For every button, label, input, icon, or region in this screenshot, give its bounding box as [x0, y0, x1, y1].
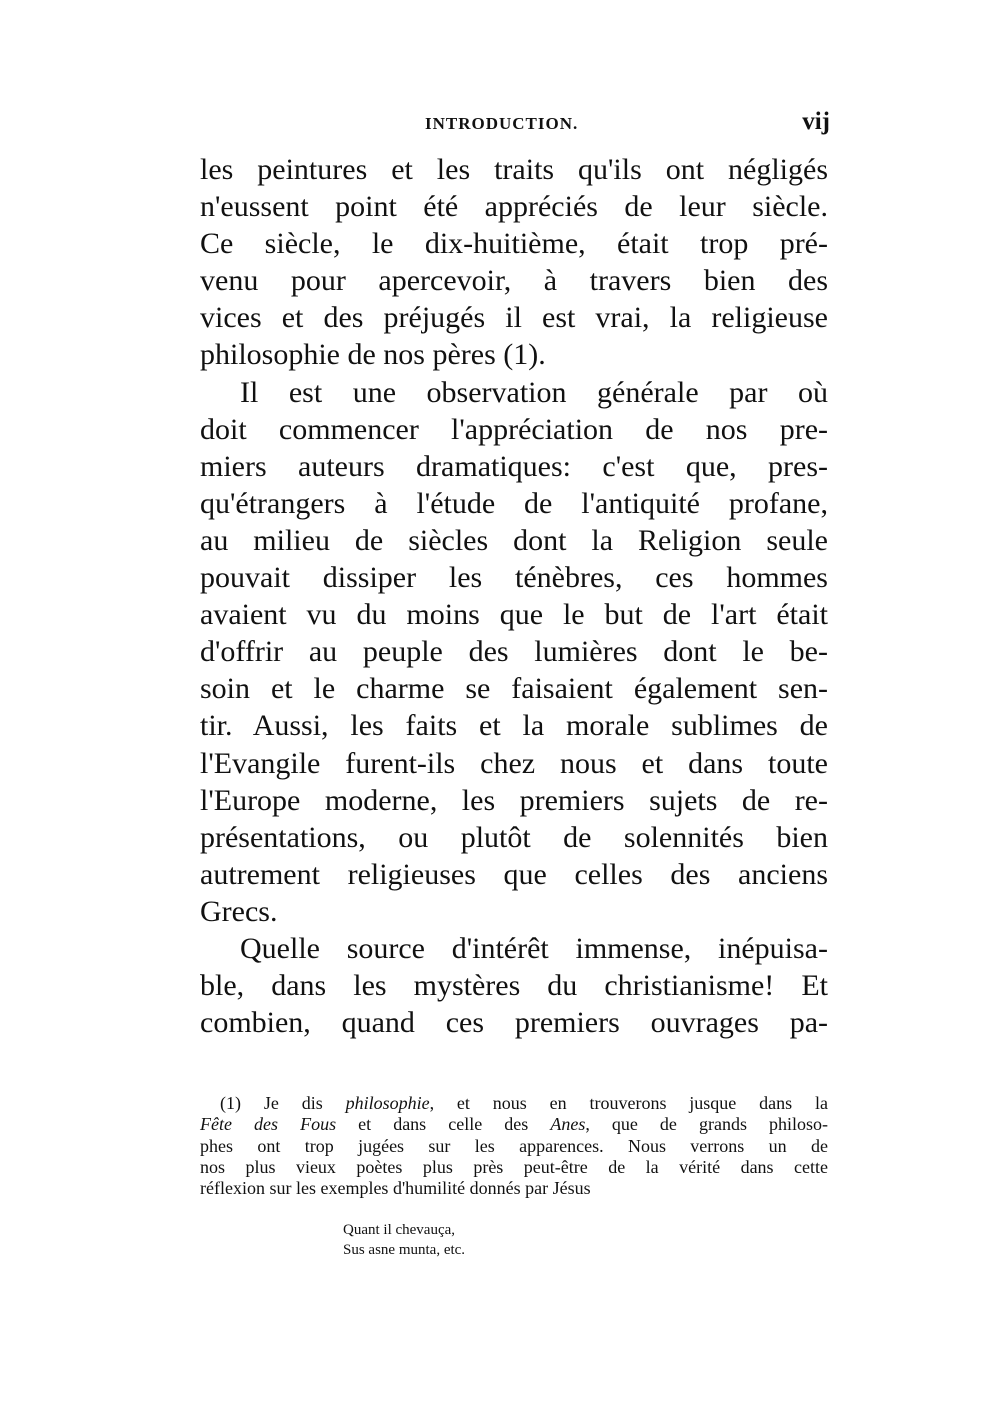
text-line: autrement religieuses que celles des anciens	[200, 857, 828, 891]
footnote-italic: Fête des Fous	[200, 1114, 337, 1135]
text-line: au milieu de siècles dont la Religion seule	[200, 523, 828, 557]
footnote-italic: philosophie	[345, 1093, 430, 1113]
text-line: miers auteurs dramatiques: c'est que, pres-	[200, 449, 828, 483]
verse-line: Sus asne munta, etc.	[343, 1242, 466, 1258]
verse-quote	[343, 1220, 465, 1260]
text-line: l'Europe moderne, les premiers sujets de re-	[200, 783, 828, 817]
running-title: INTRODUCTION.	[425, 114, 579, 133]
text-line: tir. Aussi, les faits et la morale sublimes de	[200, 709, 828, 743]
text-line: Il est une observation générale par où	[240, 375, 828, 409]
text-line: philosophie de nos pères (1).	[200, 338, 546, 372]
text-line: combien, quand ces premiers ouvrages pa-	[200, 1006, 828, 1040]
text-line: avaient vu du moins que le but de l'art était	[200, 598, 828, 632]
text-line: Ce siècle, le dix-huitième, était trop pré-	[200, 227, 828, 261]
text-line: Quelle source d'intérêt immense, inépuisa-	[240, 931, 828, 965]
footnote	[200, 1093, 828, 1199]
verse-line: Quant il chevauça,	[343, 1222, 456, 1238]
text-line: soin et le charme se faisaient également sen-	[200, 672, 828, 706]
footnote-line	[200, 1114, 828, 1135]
footnote-line: phes ont trop jugées sur les apparences. Nous verrons un de	[200, 1135, 828, 1156]
body-text	[200, 151, 828, 1041]
text-line: doit commencer l'appréciation de nos pre-	[200, 412, 828, 446]
text-line: l'Evangile furent-ils chez nous et dans toute	[200, 746, 828, 780]
text-line: n'eussent point été appréciés de leur siècle.	[200, 190, 828, 224]
text-line: pouvait dissiper les ténèbres, ces hommes	[200, 561, 828, 595]
footnote-italic: Anes	[550, 1114, 586, 1135]
text-line: vices et des préjugés il est vrai, la religieuse	[200, 301, 828, 335]
text-line: présentations, ou plutôt de solennités bien	[200, 820, 828, 854]
footnote-text: , et nous en trouverons jusque dans la	[429, 1093, 828, 1113]
footnote-line	[200, 1093, 828, 1114]
footnote-text: (1) Je dis	[220, 1093, 346, 1113]
footnote-line: nos plus vieux poètes plus près peut-être de la vérité dans cette	[200, 1156, 828, 1177]
text-line: les peintures et les traits qu'ils ont négligés	[200, 153, 828, 186]
page-number: vij	[802, 108, 830, 135]
text-line: d'offrir au peuple des lumières dont le be-	[200, 635, 828, 669]
running-header	[200, 110, 830, 140]
text-line: ble, dans les mystères du christianisme! Et	[200, 969, 828, 1003]
footnote-text: , que de grands philoso-	[585, 1114, 829, 1135]
footnote-line: réflexion sur les exemples d'humilité donnés par Jésus	[200, 1178, 591, 1199]
text-line: qu'étrangers à l'étude de l'antiquité profane,	[200, 486, 828, 520]
text-line: venu pour apercevoir, à travers bien des	[200, 264, 828, 298]
text-line: Grecs.	[200, 894, 278, 928]
footnote-text: et dans celle des	[336, 1114, 551, 1135]
